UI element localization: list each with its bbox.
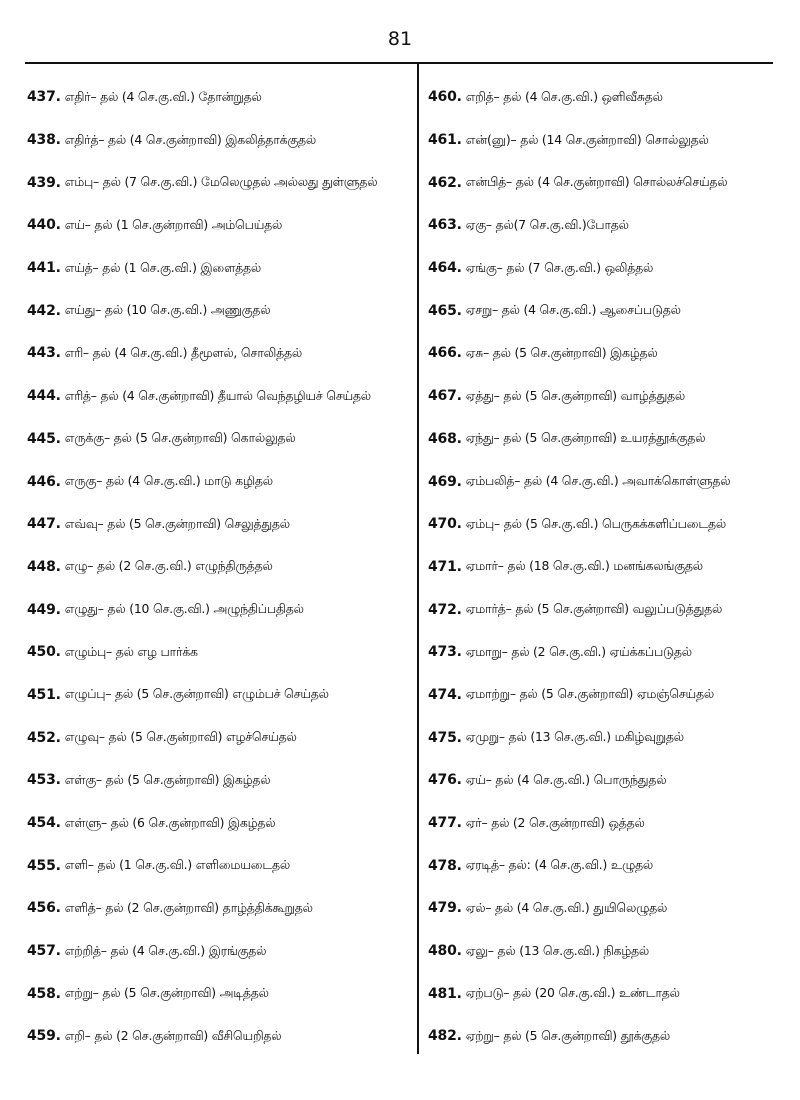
dictionary-entry bbox=[27, 887, 413, 930]
entry-number: 461. bbox=[428, 132, 462, 149]
entry-text: எதிர்த்– தல் (4 செ.குன்றாவி) இகலித்தாக்குதல் bbox=[64, 131, 317, 147]
dictionary-entry bbox=[428, 674, 794, 717]
dictionary-entry bbox=[27, 460, 413, 503]
dictionary-entry bbox=[27, 119, 413, 162]
entry-number: 465. bbox=[428, 302, 462, 319]
entry-text: ஏசறு– தல் (4 செ.கு.வி.) ஆசைப்படுதல் bbox=[465, 302, 681, 318]
entry-number: 452. bbox=[27, 729, 61, 746]
dictionary-entry bbox=[428, 546, 794, 589]
dictionary-entry bbox=[428, 844, 794, 887]
entry-text: ஏரடித்– தல்: (4 செ.கு.வி.) உழுதல் bbox=[465, 857, 653, 873]
entry-text: எய்– தல் (1 செ.குன்றாவி) அம்பெய்தல் bbox=[64, 216, 283, 232]
dictionary-entry bbox=[27, 1015, 413, 1058]
entry-text: ஏமுறு– தல் (13 செ.கு.வி.) மகிழ்வுறுதல் bbox=[465, 729, 684, 745]
dictionary-entry bbox=[27, 375, 413, 418]
entry-number: 438. bbox=[27, 132, 61, 149]
dictionary-entry bbox=[27, 588, 413, 631]
dictionary-entry bbox=[428, 631, 794, 674]
entry-text: ஏற்று– தல் (5 செ.குன்றாவி) தூக்குதல் bbox=[465, 1027, 670, 1043]
entry-number: 477. bbox=[428, 815, 462, 832]
entry-text: எறித்– தல் (4 செ.கு.வி.) ஒளிவீசுதல் bbox=[465, 88, 663, 104]
entry-text: ஏங்கு– தல் (7 செ.கு.வி.) ஒலித்தல் bbox=[465, 259, 654, 275]
dictionary-entry bbox=[27, 546, 413, 589]
dictionary-entry bbox=[27, 204, 413, 247]
entry-text: ஏர்– தல் (2 செ.குன்றாவி) ஒத்தல் bbox=[465, 814, 645, 830]
entry-number: 446. bbox=[27, 473, 61, 490]
dictionary-entry bbox=[428, 972, 794, 1015]
page-number: 81 bbox=[387, 28, 413, 50]
entry-text: ஏகு– தல்(7 செ.கு.வி.)போதல் bbox=[465, 216, 629, 232]
entry-text: ஏம்பு– தல் (5 செ.கு.வி.) பெருகக்களிப்படைதல் bbox=[465, 515, 727, 531]
entry-number: 455. bbox=[27, 857, 61, 874]
entry-number: 456. bbox=[27, 900, 61, 917]
entry-text: ஏல்– தல் (4 செ.கு.வி.) துயிலெழுதல் bbox=[465, 899, 668, 915]
entry-text: எளித்– தல் (2 செ.குன்றாவி) தாழ்த்திக்கூறுதல் bbox=[64, 899, 313, 915]
dictionary-entry bbox=[428, 503, 794, 546]
entry-number: 481. bbox=[428, 985, 462, 1002]
entry-text: என்பித்– தல் (4 செ.குன்றாவி) சொல்லச்செய்தல் bbox=[465, 174, 728, 190]
entry-text: எறி– தல் (2 செ.குன்றாவி) வீசியெறிதல் bbox=[64, 1027, 282, 1043]
dictionary-entry bbox=[27, 802, 413, 845]
entry-text: எற்று– தல் (5 செ.குன்றாவி) அடித்தல் bbox=[64, 985, 269, 1001]
entry-number: 442. bbox=[27, 302, 61, 319]
entry-number: 482. bbox=[428, 1028, 462, 1045]
entry-text: எருக்கு– தல் (5 செ.குன்றாவி) கொல்லுதல் bbox=[64, 430, 296, 446]
dictionary-entry bbox=[428, 119, 794, 162]
dictionary-entry bbox=[428, 289, 794, 332]
dictionary-entry bbox=[27, 332, 413, 375]
entry-text: எழு– தல் (2 செ.கு.வி.) எழுந்திருத்தல் bbox=[64, 558, 273, 574]
entry-text: எழுவு– தல் (5 செ.குன்றாவி) எழச்செய்தல் bbox=[64, 729, 297, 745]
dictionary-entry bbox=[428, 802, 794, 845]
dictionary-entry bbox=[27, 972, 413, 1015]
dictionary-entry bbox=[27, 161, 413, 204]
entry-text: எய்து– தல் (10 செ.கு.வி.) அணுகுதல் bbox=[64, 302, 271, 318]
entry-text: ஏமாறு– தல் (2 செ.கு.வி.) ஏய்க்கப்படுதல் bbox=[465, 643, 692, 659]
dictionary-entry bbox=[428, 759, 794, 802]
entry-text: ஏமாற்று– தல் (5 செ.குன்றாவி) ஏமஞ்செய்தல் bbox=[465, 686, 714, 702]
dictionary-entry bbox=[27, 759, 413, 802]
entry-text: ஏய்– தல் (4 செ.கு.வி.) பொருந்துதல் bbox=[465, 771, 667, 787]
entry-text: எய்த்– தல் (1 செ.கு.வி.) இளைத்தல் bbox=[64, 259, 261, 275]
entry-number: 468. bbox=[428, 430, 462, 447]
dictionary-entry bbox=[428, 887, 794, 930]
entry-number: 454. bbox=[27, 815, 61, 832]
entry-text: ஏமார்த்– தல் (5 செ.குன்றாவி) வலுப்படுத்துதல் bbox=[465, 601, 723, 617]
dictionary-entry bbox=[27, 247, 413, 290]
dictionary-entry bbox=[27, 76, 413, 119]
entry-number: 458. bbox=[27, 985, 61, 1002]
entry-text: எள்ளு– தல் (6 செ.குன்றாவி) இகழ்தல் bbox=[64, 814, 276, 830]
dictionary-entry bbox=[27, 289, 413, 332]
entry-number: 451. bbox=[27, 686, 61, 703]
entry-number: 475. bbox=[428, 729, 462, 746]
entry-number: 478. bbox=[428, 857, 462, 874]
entry-number: 463. bbox=[428, 217, 462, 234]
entry-text: ஏத்து– தல் (5 செ.குன்றாவி) வாழ்த்துதல் bbox=[465, 387, 685, 403]
dictionary-entry bbox=[428, 76, 794, 119]
dictionary-entry bbox=[428, 588, 794, 631]
entry-text: எற்றித்– தல் (4 செ.கு.வி.) இரங்குதல் bbox=[64, 942, 267, 958]
entry-number: 459. bbox=[27, 1028, 61, 1045]
entry-text: எதிர்– தல் (4 செ.கு.வி.) தோன்றுதல் bbox=[64, 88, 262, 104]
dictionary-entry bbox=[27, 674, 413, 717]
entry-number: 480. bbox=[428, 943, 462, 960]
entry-text: எளி– தல் (1 செ.கு.வி.) எளிமையடைதல் bbox=[64, 857, 290, 873]
header-rule bbox=[25, 62, 773, 64]
entry-number: 472. bbox=[428, 601, 462, 618]
entry-text: எழும்பு– தல் எழ பார்க்க bbox=[64, 643, 198, 659]
entry-number: 444. bbox=[27, 388, 61, 405]
entry-number: 453. bbox=[27, 772, 61, 789]
entry-text: எம்பு– தல் (7 செ.கு.வி.) மேலெழுதல் அல்லது துள்ளுதல் bbox=[64, 174, 378, 190]
dictionary-entry bbox=[27, 716, 413, 759]
entry-number: 448. bbox=[27, 558, 61, 575]
entry-number: 474. bbox=[428, 686, 462, 703]
dictionary-entry bbox=[428, 930, 794, 973]
right-column bbox=[428, 76, 794, 1058]
entry-text: ஏம்பலித்– தல் (4 செ.கு.வி.) அவாக்கொள்ளுதல் bbox=[465, 473, 731, 489]
entry-number: 462. bbox=[428, 174, 462, 191]
dictionary-entry bbox=[428, 418, 794, 461]
entry-number: 469. bbox=[428, 473, 462, 490]
entry-text: ஏலு– தல் (13 செ.கு.வி.) நிகழ்தல் bbox=[465, 942, 649, 958]
entry-text: ஏற்படு– தல் (20 செ.கு.வி.) உண்டாதல் bbox=[465, 985, 680, 1001]
entry-text: ஏமார்– தல் (18 செ.கு.வி.) மனங்கலங்குதல் bbox=[465, 558, 703, 574]
dictionary-entry bbox=[27, 503, 413, 546]
entry-text: ஏசு– தல் (5 செ.குன்றாவி) இகழ்தல் bbox=[465, 344, 658, 360]
entry-number: 441. bbox=[27, 260, 61, 277]
entry-number: 457. bbox=[27, 943, 61, 960]
entry-number: 443. bbox=[27, 345, 61, 362]
entry-number: 473. bbox=[428, 644, 462, 661]
entry-number: 476. bbox=[428, 772, 462, 789]
entry-number: 447. bbox=[27, 516, 61, 533]
entry-number: 464. bbox=[428, 260, 462, 277]
entry-number: 467. bbox=[428, 388, 462, 405]
entry-text: எருகு– தல் (4 செ.கு.வி.) மாடு கழிதல் bbox=[64, 473, 273, 489]
dictionary-entry bbox=[428, 161, 794, 204]
column-divider bbox=[417, 64, 419, 1054]
entry-number: 440. bbox=[27, 217, 61, 234]
entry-number: 449. bbox=[27, 601, 61, 618]
entry-text: ஏந்து– தல் (5 செ.குன்றாவி) உயரத்தூக்குதல் bbox=[465, 430, 706, 446]
dictionary-entry bbox=[428, 332, 794, 375]
entry-number: 439. bbox=[27, 174, 61, 191]
dictionary-entry bbox=[27, 844, 413, 887]
entry-number: 479. bbox=[428, 900, 462, 917]
entry-number: 466. bbox=[428, 345, 462, 362]
dictionary-entry bbox=[27, 631, 413, 674]
dictionary-entry bbox=[428, 460, 794, 503]
left-column bbox=[27, 76, 413, 1058]
entry-text: எவ்வு– தல் (5 செ.குன்றாவி) செலுத்துதல் bbox=[64, 515, 290, 531]
entry-text: எழுப்பு– தல் (5 செ.குன்றாவி) எழும்பச் செய்தல் bbox=[64, 686, 329, 702]
entry-number: 437. bbox=[27, 89, 61, 106]
entry-text: எரித்– தல் (4 செ.குன்றாவி) தீயால் வெந்தழியச் செய்தல் bbox=[64, 387, 371, 403]
dictionary-entry bbox=[428, 247, 794, 290]
entry-number: 445. bbox=[27, 430, 61, 447]
dictionary-entry bbox=[27, 418, 413, 461]
entry-text: என்(னு)– தல் (14 செ.குன்றாவி) சொல்லுதல் bbox=[465, 131, 709, 147]
entry-number: 470. bbox=[428, 516, 462, 533]
entry-number: 450. bbox=[27, 644, 61, 661]
entry-text: எழுது– தல் (10 செ.கு.வி.) அழுந்திப்பதிதல் bbox=[64, 601, 304, 617]
entry-number: 471. bbox=[428, 558, 462, 575]
dictionary-entry bbox=[428, 204, 794, 247]
dictionary-entry bbox=[428, 1015, 794, 1058]
entry-text: எரி– தல் (4 செ.கு.வி.) தீமூளல், சொலித்தல் bbox=[64, 344, 302, 360]
dictionary-entry bbox=[27, 930, 413, 973]
dictionary-entry bbox=[428, 375, 794, 418]
entry-number: 460. bbox=[428, 89, 462, 106]
entry-text: எள்கு– தல் (5 செ.குன்றாவி) இகழ்தல் bbox=[64, 771, 271, 787]
dictionary-entry bbox=[428, 716, 794, 759]
